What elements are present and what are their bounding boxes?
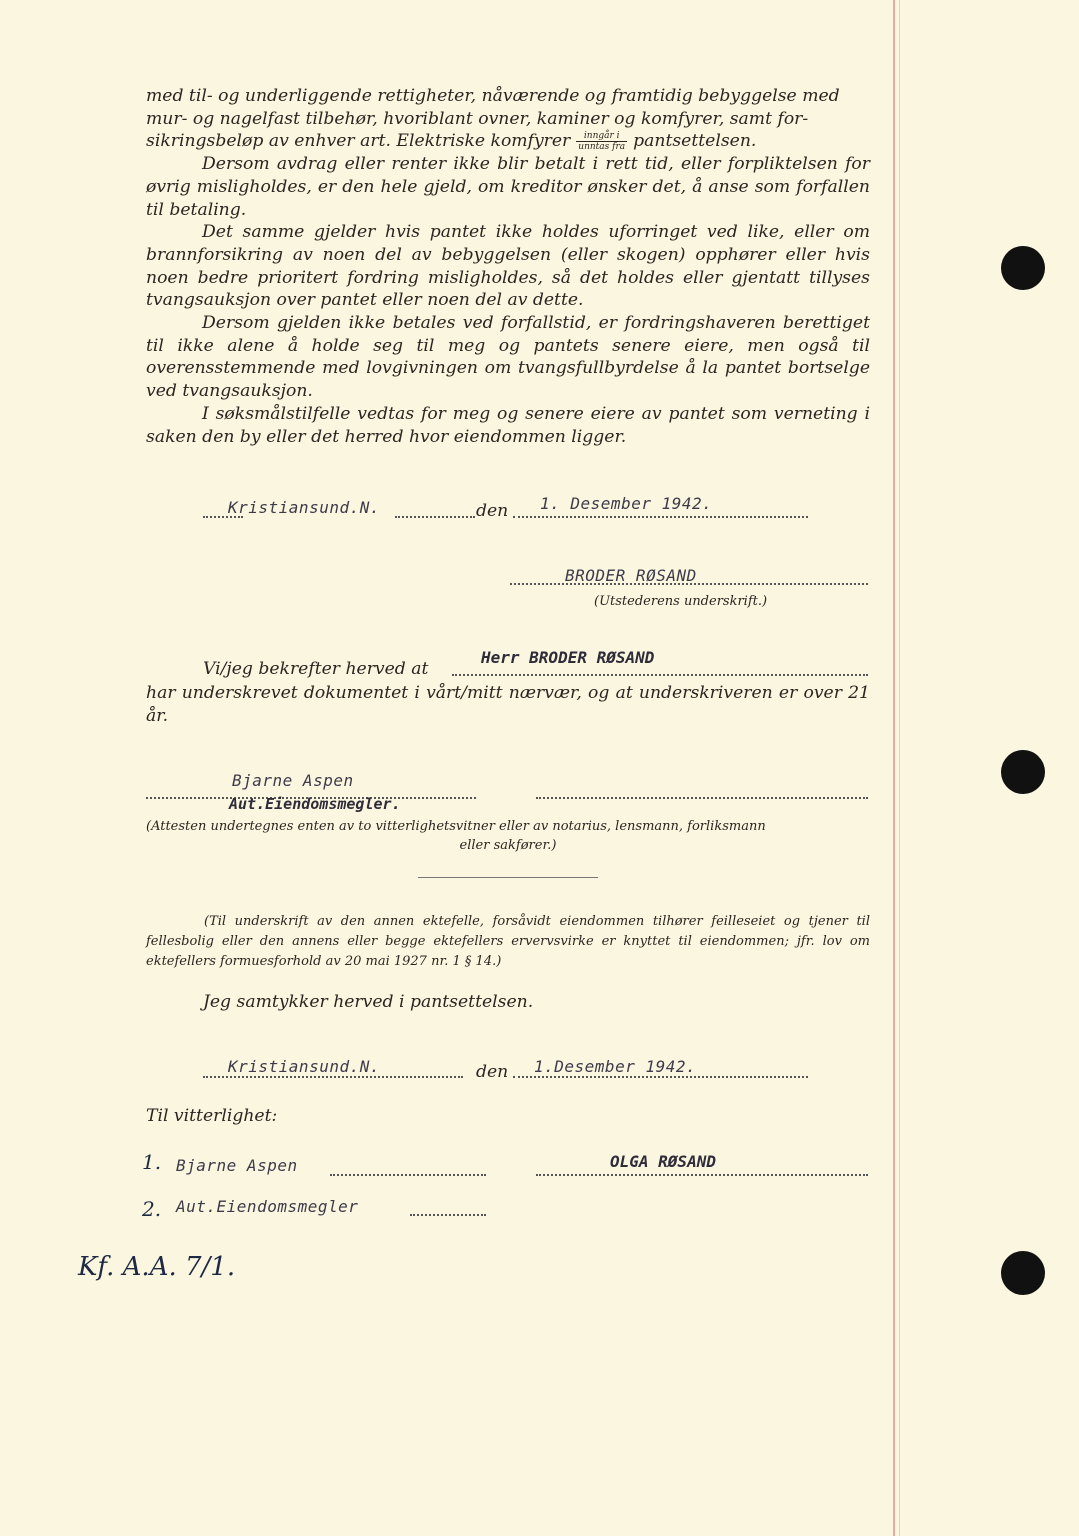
- mortgage-terms-text: [146, 85, 870, 448]
- den-label-1: den: [476, 501, 509, 521]
- witness-name: Bjarne Aspen: [232, 771, 354, 790]
- dotted-line: [513, 1076, 808, 1078]
- issuer-signature: BRODER RØSAND: [565, 566, 697, 585]
- den-label-2: den: [476, 1062, 509, 1082]
- section-divider: [418, 877, 598, 878]
- paragraph-5: I søksmålstilfelle vedtas for meg og senere eiere av pantet som verneting i saken den by eller det herred hvor eiendommen ligger.: [146, 403, 870, 447]
- date-2: 1.Desember 1942.: [534, 1057, 697, 1076]
- paragraph-1-line-2: mur- og nagelfast tilbehør, hvoriblant ovner, kaminer og komfyrer, samt for-: [146, 108, 809, 129]
- paragraph-1-line-3: [146, 130, 870, 153]
- spouse-note: (Til underskrift av den annen ektefelle, forsåvidt eiendommen tilhører feilleseiet og tjener til fellesbolig eller den annens eller begge ektefellers ervervsvirke er knyttet til eiendommen; jfr. lov om ektefellers formuesforhold av 20 mai 1927 nr. 1 § 14.): [146, 914, 870, 969]
- witness-1-name: Bjarne Aspen: [176, 1156, 298, 1175]
- attest-note-line-1: (Attesten undertegnes enten av to vitterlighetsvitner eller av notarius, lensmann, forliksmann: [146, 819, 766, 834]
- punch-hole-bottom: [1001, 1251, 1045, 1295]
- place-1: Kristiansund.N.: [228, 498, 380, 517]
- margin-rule: [893, 0, 895, 1536]
- dotted-line: [395, 516, 475, 518]
- witness-heading: Til vitterlighet:: [146, 1106, 278, 1126]
- spouse-signature: OLGA RØSAND: [610, 1152, 716, 1171]
- witness-2-name: Aut.Eiendomsmegler: [176, 1197, 359, 1216]
- consent-statement: Jeg samtykker herved i pantsettelsen.: [203, 992, 534, 1012]
- dotted-line: [410, 1214, 486, 1216]
- dotted-line: [330, 1174, 486, 1176]
- paragraph-3: Det samme gjelder hvis pantet ikke holdes uforringet ved like, eller om brannforsikring av noen del av bebyggelsen (eller skogen) opphører eller hvis noen bedre prioritert fordring misligholdes, så det holdes eller gjentatt tillyses tvangsauksjon over pantet eller noen del av dette.: [146, 222, 870, 311]
- witness-line-2: [536, 797, 868, 799]
- paragraph-1-line-3a: sikringsbeløp av enhver art. Elektriske komfyrer: [146, 131, 571, 152]
- dotted-line: [452, 674, 868, 676]
- issuer-caption: (Utstederens underskrift.): [594, 594, 768, 609]
- inclusion-fraction: [576, 131, 627, 152]
- fraction-numerator: inngår i: [576, 131, 627, 142]
- paragraph-1-line-3b: pantsettelsen.: [633, 131, 757, 152]
- paragraph-1-line-1: med til- og underliggende rettigheter, nåværende og framtidig bebyggelse med: [146, 86, 840, 106]
- place-2: Kristiansund.N.: [228, 1057, 380, 1076]
- punch-hole-top: [1001, 246, 1045, 290]
- confirm-name: Herr BRODER RØSAND: [481, 648, 655, 667]
- margin-rule-secondary: [899, 0, 900, 1536]
- attest-note-line-2: eller sakfører.): [459, 838, 557, 853]
- dotted-line: [513, 516, 808, 518]
- fraction-denominator: unntas fra: [578, 142, 626, 153]
- spouse-signature-line: [536, 1174, 868, 1176]
- date-1: 1. Desember 1942.: [540, 494, 713, 513]
- dotted-line: [203, 1076, 463, 1078]
- paragraph-4: Dersom gjelden ikke betales ved forfallstid, er fordringshaveren berettiget til ikke alene å holde seg til meg og pantets senere eiere, men også til overensstemmende med lovgivningen om tvangsfullbyrdelse å la pantet bortselge ved tvangsauksjon.: [146, 313, 870, 402]
- witness-title: Aut.Eiendomsmegler.: [229, 795, 401, 813]
- witness-1-number: 1.: [142, 1150, 162, 1174]
- punch-hole-middle: [1001, 750, 1045, 794]
- confirm-prefix: Vi/jeg bekrefter herved at: [203, 659, 429, 679]
- confirm-rest: har underskrevet dokumentet i vårt/mitt nærvær, og at underskriveren er over 21 år.: [146, 683, 870, 726]
- paragraph-2: Dersom avdrag eller renter ikke blir betalt i rett tid, eller forpliktelsen for øvrig misligholdes, er den hele gjeld, om kreditor ønsker det, å anse som forfallen til betaling.: [146, 154, 870, 220]
- handwritten-initials: Kf. A.A. 7/1.: [78, 1252, 236, 1282]
- witness-2-number: 2.: [142, 1197, 162, 1221]
